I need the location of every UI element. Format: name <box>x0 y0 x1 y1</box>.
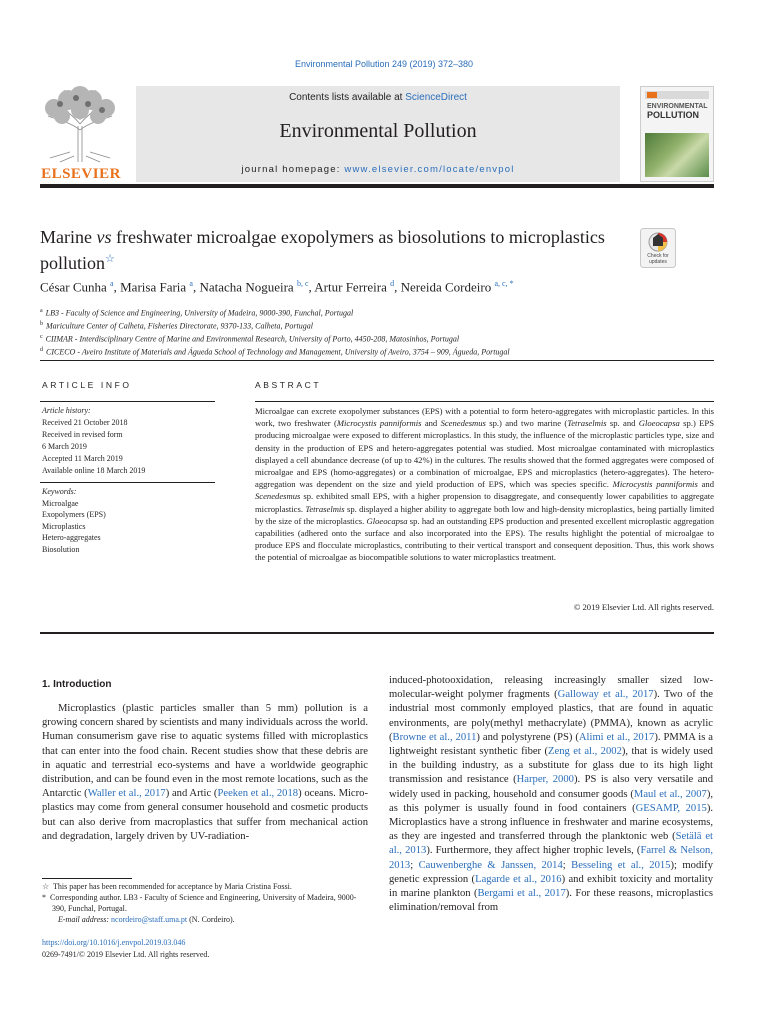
body-text: ) and exhibit toxicity and mortality in marine plankton ( <box>389 873 713 900</box>
keywords-label: Keywords: <box>42 487 77 496</box>
body-column-left <box>42 702 368 844</box>
author-name[interactable]: Natacha Nogueira <box>199 279 294 295</box>
title-footnote-mark[interactable]: ☆ <box>105 253 115 265</box>
footnotes <box>42 881 368 925</box>
citation-link[interactable]: Setälä et al., 2013 <box>389 831 713 857</box>
elsevier-tree-icon <box>40 86 120 164</box>
abstract-segment: sp. displayed a higher ability to aggregate both low and high-density microplastics, being partially limited by the size of the microplastics. <box>255 503 714 526</box>
citation-link[interactable]: Maul et al., 2007 <box>633 788 707 800</box>
journal-header <box>136 86 620 182</box>
abstract-segment: sp. exhibited small EPS, with a higher propension to disaggregate, and consequently lower capabilities to aggregate microplastics. <box>255 491 714 514</box>
footnote-text: Corresponding author. LB3 - Faculty of Science and Engineering, University of Madeira, 9000-390, Funchal, Portugal. <box>50 893 357 913</box>
citation-link[interactable]: Browne et al., 2011 <box>392 731 477 743</box>
body-text: induced-photooxidation, releasing increasingly smaller sized low-molecular-weight polymer fragments ( <box>389 675 713 701</box>
species-name: Scenedesmus <box>440 418 486 429</box>
species-name: Tetraselmis <box>305 503 345 514</box>
author-list: César Cunha $^a$, Marisa Faria $^a$, Natacha Nogueira $^{b, c}$, Artur Ferreira $^d$, Nereida Cordeiro $^{a, c, *}$ <box>40 279 514 295</box>
history-entry: Received 21 October 2018 <box>42 418 128 427</box>
divider <box>40 360 714 361</box>
homepage-link[interactable]: www.elsevier.com/locate/envpol <box>344 164 515 175</box>
affiliation-text: CICECO - Aveiro Institute of Materials and Águeda School of Technology and Management, University of Aveiro, 3754 – 909, Águeda, Portugal <box>46 348 510 358</box>
body-text: Microplastics (plastic particles smaller than 5 mm) pollution is a growing concern shared by scientists and many individuals across the world. Human consumerism gave rise to aquatic systems filled with microplastics that can enter into the food chain. Recent studies show that these debris are in aquatic and terrestrial eco-systems and have a worldwide geographic distribution, and can be found even in the most remote locations, such as the Antarctic ( <box>42 703 368 800</box>
abstract-text <box>255 405 714 564</box>
abstract-segment: sp. had an outstanding EPS production and presented excellent microplastic aggregation capabilities (adhered onto the surface and also incorporated into the EPS). The results highlight the potential of microalgae to produce EPS and flocculate microplastics, contributing to their vertical transport and consequent deposition. Thus, this work shows the potential of microalgae as biocompatible solutions to water microplastics treatment. <box>255 515 714 563</box>
article-history <box>42 405 217 477</box>
journal-cover-thumbnail[interactable] <box>640 86 714 182</box>
abstract-heading: ABSTRACT <box>255 380 322 390</box>
cover-image <box>645 133 709 177</box>
author-affiliation-mark[interactable]: a, c, * <box>494 279 514 288</box>
footnote-mark: ☆ <box>42 882 50 891</box>
header-rule <box>40 184 714 188</box>
email-suffix: (N. Cordeiro). <box>187 915 235 924</box>
keyword: Exopolymers (EPS) <box>42 510 106 519</box>
citation-link[interactable]: Farrel & Nelson, 2013 <box>389 845 713 871</box>
body-text: ; <box>562 859 572 871</box>
citation-link[interactable]: Bergami et al., 2017 <box>477 888 566 900</box>
homepage-line <box>136 164 620 175</box>
footnote <box>42 881 368 892</box>
species-name: Scenedesmus <box>255 491 301 502</box>
abstract-copyright: © 2019 Elsevier Ltd. All rights reserved. <box>573 602 714 612</box>
body-text: ) oceans. Micro-plastics may come from general consumer household and cosmetic products but can also derive from macroplastics that suffer from mechanical action and degradation, largely driven by UV-radiation- <box>42 788 368 842</box>
email-line <box>42 914 368 925</box>
keyword: Hetero-aggregates <box>42 533 101 542</box>
affiliation-text: CIIMAR - Interdisciplinary Centre of Marine and Environmental Research, University of Porto, 4450-208, Matosinhos, Portugal <box>45 334 460 344</box>
section-title: 1. Introduction <box>42 679 112 690</box>
author-affiliation-mark[interactable]: b, c <box>296 279 309 288</box>
citation-link[interactable]: Lagarde et al., 2016 <box>475 873 562 885</box>
body-text: ). Furthermore, they affect higher trophic levels, ( <box>426 845 641 857</box>
affiliation-text: Mariculture Center of Calheta, Fisheries Directorate, 9370-133, Calheta, Portugal <box>46 321 313 331</box>
check-for-updates-badge[interactable] <box>640 228 676 268</box>
divider <box>40 482 215 483</box>
body-text: ). PS is also very versatile and widely used in packing, household and consumer goods ( <box>389 774 714 800</box>
affiliation-label: b <box>40 321 43 328</box>
title-part2: freshwater microalgae exopolymers as biosolutions to microplastics pollution <box>40 227 605 273</box>
affiliation-text: LB3 - Faculty of Science and Engineering, University of Madeira, 9000-390, Funchal, Portugal <box>45 308 354 318</box>
abstract-segment: sp.) and two marine ( <box>485 418 568 429</box>
body-text: ). Two of the industrial most commonly employed plastics, that are found in aquatic environments, are poly(methyl methacrylate) (PMMA), known as acrylic ( <box>389 689 714 743</box>
species-name: Tetraselmis <box>567 418 607 429</box>
keyword: Microplastics <box>42 521 86 531</box>
citation-link[interactable]: GESAMP, 2015 <box>635 802 707 814</box>
abstract-segment: sp. and <box>606 418 639 429</box>
abstract-segment: and <box>697 479 715 490</box>
email-label: E-mail address: <box>58 915 112 924</box>
affiliation-label: c <box>40 334 43 341</box>
footnote <box>42 892 368 914</box>
history-entry: 6 March 2019 <box>42 442 87 451</box>
history-entry: Accepted 11 March 2019 <box>42 454 123 463</box>
species-name: Gloeocapsa <box>638 418 680 429</box>
affiliation <box>40 345 714 358</box>
body-text: ). For these reasons, microplastics elimination/removal from <box>389 888 713 914</box>
affiliation <box>40 332 714 345</box>
footnote-text: This paper has been recommended for acceptance by Maria Cristina Fossi. <box>53 882 292 891</box>
body-column-right <box>389 674 713 915</box>
footnote-divider <box>42 878 132 879</box>
affiliation-label: a <box>40 308 43 314</box>
cover-title-line1: ENVIRONMENTAL <box>647 103 708 110</box>
citation-link[interactable]: Peeken et al., 2018 <box>217 788 299 800</box>
author-name[interactable]: Nereida Cordeiro <box>400 279 492 295</box>
body-text: ); modify genetic expression ( <box>389 859 714 885</box>
elsevier-wordmark: ELSEVIER <box>41 166 121 182</box>
contents-prefix: Contents lists available at <box>289 92 406 103</box>
journal-reference[interactable]: Environmental Pollution 249 (2019) 372–380 <box>294 59 474 69</box>
body-text: ), as this polymer is usually found in food containers ( <box>389 788 713 814</box>
species-name: Microcystis panniformis <box>612 479 698 490</box>
homepage-prefix: journal homepage: <box>241 164 345 175</box>
title-vs: vs <box>96 227 112 247</box>
citation-link[interactable]: Besseling et al., 2015 <box>571 859 671 871</box>
history-entry: Available online 18 March 2019 <box>42 466 146 475</box>
body-text: ). PMMA is a lightweight resistant synthetic fiber ( <box>389 731 713 758</box>
cover-logo <box>647 92 657 98</box>
body-text: ) and polystyrene (PS) ( <box>476 731 579 743</box>
affiliation <box>40 319 714 332</box>
article-info-heading: ARTICLE INFO <box>42 380 132 390</box>
cover-title <box>647 103 709 119</box>
species-name: Gloeocapsa <box>366 515 408 526</box>
author-affiliation-mark[interactable]: a <box>189 279 193 288</box>
citation-link[interactable]: Waller et al., 2017 <box>87 788 166 800</box>
cover-title-line2: POLLUTION <box>647 110 699 120</box>
citation-link[interactable]: Alimi et al., 2017 <box>578 731 655 743</box>
citation-link[interactable]: Zeng et al., 2002 <box>548 746 622 758</box>
crossmark-label: Check for updates <box>647 253 669 265</box>
issn-line: 0269-7491/© 2019 Elsevier Ltd. All rights reserved. <box>42 950 210 959</box>
author-name[interactable]: Artur Ferreira <box>314 279 387 295</box>
article-title <box>40 226 620 274</box>
divider <box>40 401 215 402</box>
species-name: Microcystis panniformis <box>336 418 422 429</box>
keyword: Biosolution <box>42 544 80 554</box>
affiliation <box>40 306 714 319</box>
keywords <box>42 486 217 555</box>
doi-link[interactable]: https://doi.org/10.1016/j.envpol.2019.03.046 <box>42 938 186 947</box>
footnote-mark: * <box>42 893 46 902</box>
body-text: ) and Artic ( <box>165 788 218 800</box>
title-part1: Marine <box>40 227 97 247</box>
abstract-segment: sp.) EPS producing microalgae were exposed to different microplastics. In this study, the influence of the microplastic particles type, size and density in the production of EPS and hetero-aggregates potential was studied. Most microalgae contaminated with microplastics displayed a cell abundance decrease (of up to 42%) in the cultures. The results showed that the formed aggregates were composed of microalgae and EPS (homo-aggregates) or a combination of microalgae, EPS and microplastics (hetero-aggregates). The hetero-aggregation was dependent on the size and yield production of EPS, which was species specific. <box>255 418 714 490</box>
citation-link[interactable]: Harper, 2000 <box>516 774 574 786</box>
affiliation-label: d <box>40 347 43 354</box>
body-text: ), that is widely used in the building industry, as a substitute for glass due to its high light transmission and resistance ( <box>389 746 713 786</box>
divider <box>255 401 714 402</box>
author-affiliation-mark[interactable]: a <box>110 279 114 288</box>
sciencedirect-link[interactable]: ScienceDirect <box>405 92 467 103</box>
keyword: Microalgae <box>42 498 79 508</box>
abstract-segment: and <box>421 418 441 429</box>
body-text: ). Microplastics have a strong influence in freshwater and marine ecosystems, as they are ingested and transferred through the planktonic web ( <box>389 802 713 843</box>
history-entry: Received in revised form <box>42 430 123 439</box>
citation-link[interactable]: Galloway et al., 2017 <box>557 689 654 701</box>
abstract-segment: Microalgae can excrete exopolymer substances (EPS) with a potential to form hetero-aggregates with microplastic particles. In this work, two freshwater ( <box>255 406 714 429</box>
history-label: Article history: <box>42 406 91 415</box>
author-affiliation-mark[interactable]: d <box>390 279 395 288</box>
affiliations <box>40 306 714 359</box>
contents-line <box>136 92 620 103</box>
author-name[interactable]: César Cunha <box>40 279 107 295</box>
elsevier-logo[interactable] <box>40 86 122 186</box>
divider <box>40 632 714 634</box>
citation-link[interactable]: Cauwenberghe & Janssen, 2014 <box>418 859 563 871</box>
journal-title[interactable]: Environmental Pollution <box>279 120 477 142</box>
body-text: ; <box>410 859 419 871</box>
email-link[interactable]: ncordeiro@staff.uma.pt <box>111 915 188 924</box>
author-name[interactable]: Marisa Faria <box>120 279 187 295</box>
